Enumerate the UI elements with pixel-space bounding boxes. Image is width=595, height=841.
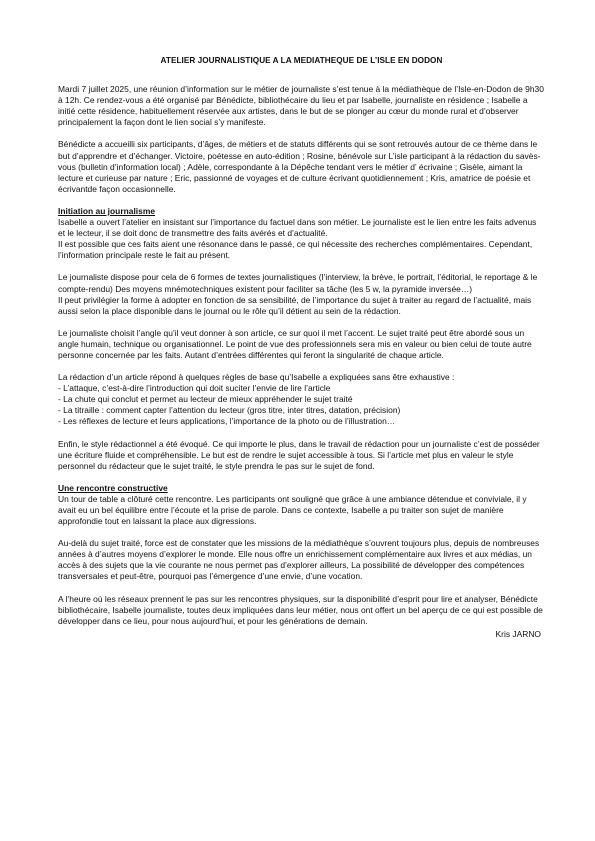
section-formes (58, 272, 545, 316)
author-signature: Kris JARNO (495, 628, 541, 639)
paragraph-forme-adopter: Il peut privilégier la forme à adopter en fonction de sa sensibilité, de l’importance du sujet à traiter au regard de l’actualité, mais aussi selon la place disponible dans le journal ou le rôle qu’il détient au sein de la rédaction. (58, 294, 532, 316)
paragraph-intro: Mardi 7 juillet 2025, une réunion d’information sur le métier de journaliste s’est tenue à la médiathèque de l’Isle-en-Dodon de 9h30 à 12h. Ce rendez-vous a été organisé par Bénédicte, bibliothécaire du lieu et par Isabelle, journaliste en résidence ; Isabelle a initié cette résidence, habituellement réservée aux artistes, dans le but de se plonger au cœur du monde rural et d’observer principalement la façon dont le lien social s’y manifeste. (58, 84, 544, 128)
section-heading-rencontre: Une rencontre constructive (58, 482, 168, 493)
section-regles (58, 372, 545, 427)
list-item: - La chute qui conclut et permet au lecteur de mieux appréhender le sujet traité (58, 394, 353, 405)
paragraph-formes: Le journaliste dispose pour cela de 6 formes de textes journalistiques (l’interview, la brève, le portrait, l’éditorial, le reportage & le compte-rendu) Des moyens mnémotechniques existent pour faciliter sa tâche (les 5 w, la pyramide inversée…) (58, 272, 538, 294)
paragraph-factuel: Isabelle a ouvert l’atelier en insistant sur l’importance du factuel dans son métier. Le journaliste est le lien entre les faits advenus et le lecteur, il se doit donc de transmettre des faits avérés et d’actualité. (58, 217, 537, 239)
section-rencontre (58, 483, 545, 527)
paragraph-angle: Le journaliste choisit l’angle qu’il veut donner à son article, ce sur quoi il met l’accent. Le sujet traité peut être abordé sous un angle humain, technique ou organisationnel. Le point de vue des professionnels sera mis en valeur ou bien celui de toute autre personne concernée par les faits. Autant d’entrées différentes qui feront la singularité de chaque article. (58, 327, 532, 360)
paragraph-tour-de-table: Un tour de table a clôturé cette rencontre. Les participants ont souligné que grâce à une ambiance détendue et conviviale, il y avait eu un bel équilibre entre l’écoute et la prise de parole. Dans ce contexte, Isabelle a pu traiter son sujet de manière approfondie tout en laissant la place aux digressions. (58, 493, 527, 527)
list-item: - La titraille : comment capter l’attention du lecteur (gros titre, inter titres, datation, précision) (58, 405, 401, 416)
paragraph-style: Enfin, le style rédactionnel a été évoqué. Ce qui importe le plus, dans le travail de rédaction pour un journaliste c’est de posséder une écriture fluide et compréhensible. Le but est de rendre le sujet accessible à tous. Si l’article met plus en valeur le style personnel du rédacteur que le sujet traité, le style prendra le pas sur le sujet de fond. (58, 438, 540, 471)
section-initiation (58, 206, 545, 261)
section-heading-initiation: Initiation au journalisme (58, 205, 156, 216)
list-item: - Les réflexes de lecture et leurs applications, l’importance de la photo ou de l’illustration… (58, 416, 396, 427)
paragraph-regles: La rédaction d’un article répond à quelques règles de base qu’Isabelle a expliquées sans être exhaustive : (58, 372, 455, 383)
list-item: - L’attaque, c’est-à-dire l’introduction qui doit suciter l’envie de lire l’article (58, 383, 331, 394)
paragraph-mediatheque: Au-delà du sujet traité, force est de constater que les missions de la médiathèque s’ouvrent toujours plus, depuis de nombreuses années à d’autres moyens d’explorer le monde. Elle nous offre un enrichissement complémentaire aux livres et aux médias, un accès à des sujets que la vie courante ne nous permet pas d’explorer ailleurs, La possibilité de développer des compétences transversales et peut-être, pourquoi pas l’émergence d’une envie, d’une vocation. (58, 538, 540, 582)
paragraph-resonance: Il est possible que ces faits aient une résonance dans le passé, ce qui nécessite des recherches complémentaires. Cependant, l’information principale reste le fait au présent. (58, 239, 533, 261)
paragraph-participants: Bénédicte a accueilli six participants, d’âges, de métiers et de statuts différents qui se sont retrouvés autour de ce thème dans le but d’apprendre et d’échanger. Victoire, poétesse en auto-édition ; Rosine, bénévole sur L’isle participant à la rédaction du savès-vous (bulletin d’information local) ; Adèle, correspondante à la Dépêche tendant vers le métier d’ écrivaine ; Gisèle, aimant la lecture et curieuse par nature ; Eric, passionné de voyages et de culture écrivant quotidiennement ; Kris, amatrice de poésie et écrivantde façon occasionnelle. (58, 139, 541, 194)
paragraph-conclusion: A l’heure où les réseaux prennent le pas sur les rencontres physiques, sur la disponibilité d’esprit pour lire et analyser, Bénédicte bibliothécaire, Isabelle journaliste, toutes deux impliquées dans leur métier, nous ont offert un bel aperçu de ce qui est possible de développer dans ce lieu, pour nous aujourd’hui, et pour les générations de demain. (58, 593, 543, 626)
document-title: ATELIER JOURNALISTIQUE A LA MEDIATHEQUE DE L’ISLE EN DODON (160, 56, 443, 65)
